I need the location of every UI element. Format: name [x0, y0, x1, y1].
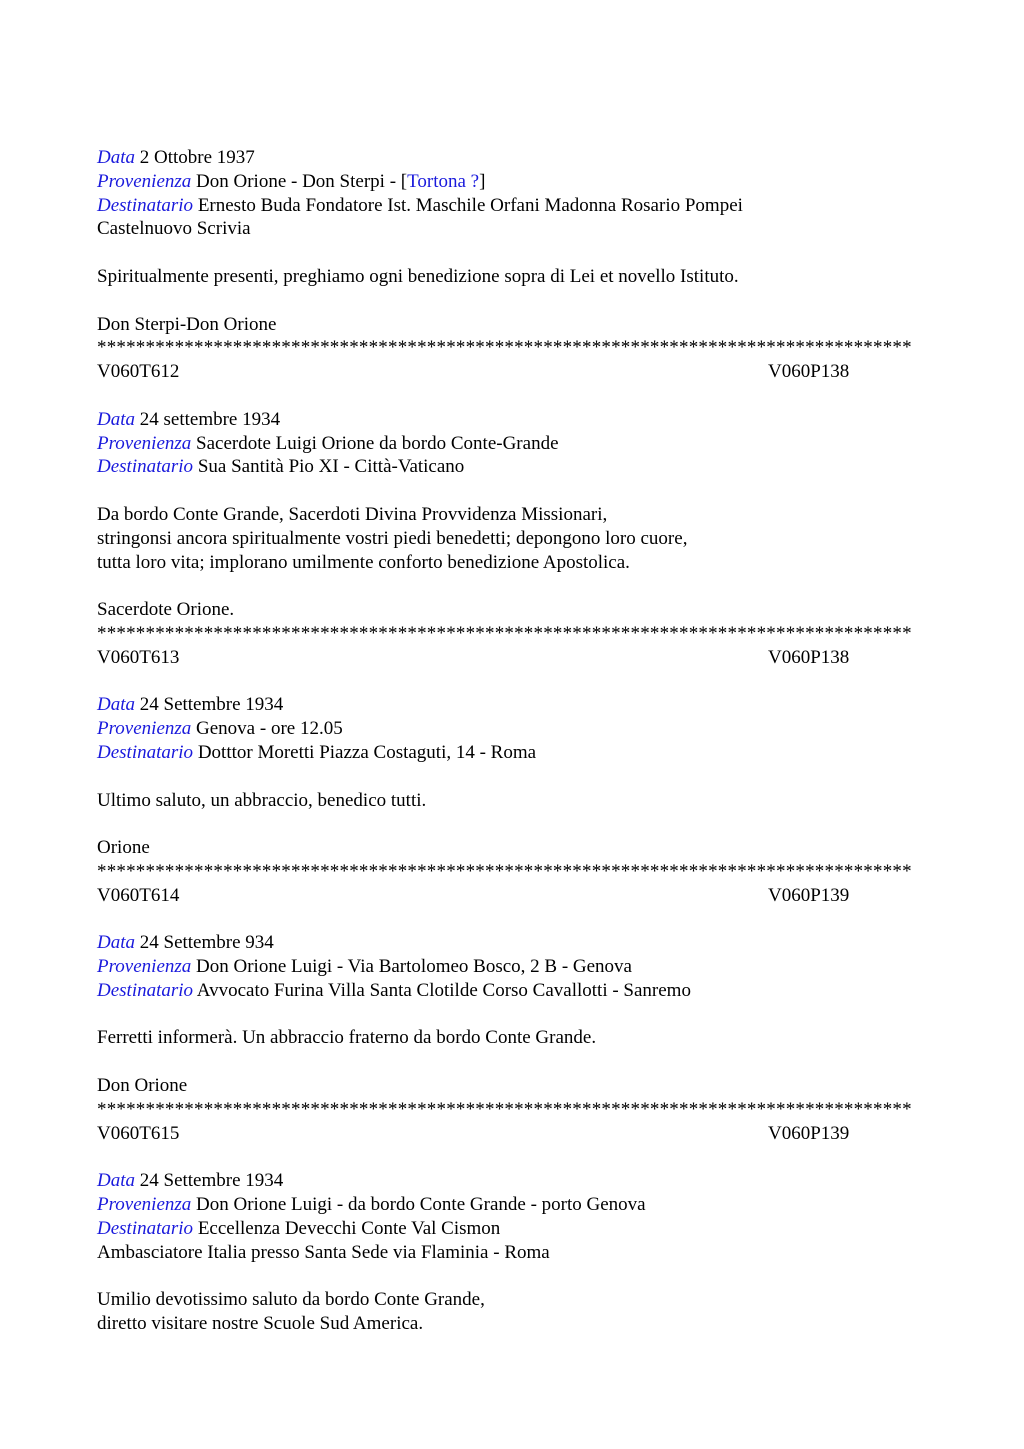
destinatario-continuation: Castelnuovo Scrivia [97, 218, 251, 240]
separator: ************************************************************************************ [97, 860, 912, 882]
separator: ************************************************************************************ [97, 1098, 912, 1120]
destinatario-label: Destinatario [97, 1217, 194, 1239]
signature: Sacerdote Orione. [97, 599, 235, 621]
destinatario-label: Destinatario [97, 194, 194, 216]
data-label: Data [97, 1170, 135, 1192]
entry-provenienza-line [97, 717, 927, 741]
message-body-line: Ferretti informerà. Un abbraccio fraterno da bordo Conte Grande. [97, 1027, 597, 1049]
data-label: Data [97, 932, 135, 954]
signature: Don Orione [97, 1075, 188, 1097]
destinatario-value: Eccellenza Devecchi Conte Val Cismon [197, 1217, 501, 1239]
page-code: V060P139 [768, 884, 850, 906]
entry-provenienza-line [97, 432, 927, 456]
entry-provenienza-line [97, 955, 927, 979]
entry-data-line [97, 693, 927, 717]
document-code: V060T612 [97, 361, 180, 383]
page-code: V060P138 [768, 646, 850, 668]
provenienza-value: Don Orione Luigi - da bordo Conte Grande - porto Genova [196, 1194, 646, 1216]
data-value: 24 Settembre 934 [139, 932, 274, 954]
provenienza-label: Provenienza [97, 718, 192, 740]
entry-destinatario-line [97, 455, 927, 479]
entry-destinatario-line [97, 741, 927, 765]
provenienza-label: Provenienza [97, 956, 192, 978]
data-value: 24 Settembre 1934 [139, 1170, 284, 1192]
data-value: 24 Settembre 1934 [139, 694, 284, 716]
message-body-line: Da bordo Conte Grande, Sacerdoti Divina Provvidenza Missionari, [97, 503, 608, 525]
entry-data-line [97, 1169, 927, 1193]
data-value: 2 Ottobre 1937 [139, 147, 255, 168]
provenienza-value: Genova - ore 12.05 [196, 718, 343, 740]
message-body-line: tutta loro vita; implorano umilmente conforto benedizione Apostolica. [97, 551, 630, 573]
entry-destinatario-line [97, 1217, 927, 1241]
entry-data-line [97, 408, 927, 432]
entry-data-line [97, 931, 927, 955]
separator: ************************************************************************************ [97, 337, 912, 359]
destinatario-value: Dotttor Moretti Piazza Costaguti, 14 - Roma [197, 741, 537, 763]
destinatario-continuation: Ambasciatore Italia presso Santa Sede via Flaminia - Roma [97, 1241, 550, 1263]
separator: ************************************************************************************ [97, 622, 912, 644]
destinatario-value: Ernesto Buda Fondatore Ist. Maschile Orfani Madonna Rosario Pompei [197, 194, 743, 216]
code-row [97, 884, 927, 908]
entry-destinatario-line [97, 979, 927, 1003]
provenienza-label: Provenienza [97, 432, 192, 454]
data-value: 24 settembre 1934 [139, 408, 281, 430]
code-row [97, 360, 927, 384]
destinatario-label: Destinatario [97, 741, 194, 763]
provenienza-value: Don Orione Luigi - Via Bartolomeo Bosco, 2 B - Genova [196, 956, 632, 978]
data-label: Data [97, 147, 135, 168]
destinatario-label: Destinatario [97, 979, 194, 1001]
entry-destinatario-line [97, 194, 927, 218]
provenienza-value-end: ] [479, 170, 486, 192]
message-body-line: diretto visitare nostre Scuole Sud America. [97, 1313, 424, 1335]
entry-provenienza-line [97, 1193, 927, 1217]
code-row [97, 1122, 927, 1146]
entry-provenienza-line [97, 170, 927, 194]
destinatario-label: Destinatario [97, 456, 194, 478]
provenienza-label: Provenienza [97, 170, 192, 192]
data-label: Data [97, 694, 135, 716]
provenienza-value: Sacerdote Luigi Orione da bordo Conte-Grande [196, 432, 559, 454]
document-code: V060T615 [97, 1122, 180, 1144]
destinatario-value: Avvocato Furina Villa Santa Clotilde Corso Cavallotti - Sanremo [196, 979, 691, 1001]
provenienza-value: Don Orione - Don Sterpi - [ [196, 170, 408, 192]
code-row [97, 646, 927, 670]
message-body-line: Umilio devotissimo saluto da bordo Conte Grande, [97, 1289, 485, 1311]
provenienza-link[interactable]: Tortona ? [407, 170, 480, 192]
entry-data-line [97, 146, 927, 170]
data-label: Data [97, 408, 135, 430]
message-body-line: stringonsi ancora spiritualmente vostri piedi benedetti; depongono loro cuore, [97, 527, 688, 549]
signature: Orione [97, 837, 150, 859]
document-code: V060T613 [97, 646, 180, 668]
page-code: V060P139 [768, 1122, 850, 1144]
provenienza-label: Provenienza [97, 1194, 192, 1216]
document-code: V060T614 [97, 884, 180, 906]
signature: Don Sterpi-Don Orione [97, 313, 277, 335]
destinatario-value: Sua Santità Pio XI - Città-Vaticano [197, 456, 465, 478]
message-body-line: Ultimo saluto, un abbraccio, benedico tutti. [97, 789, 427, 811]
page-code: V060P138 [768, 361, 850, 383]
document-page [97, 146, 927, 1336]
message-body-line: Spiritualmente presenti, preghiamo ogni benedizione sopra di Lei et novello Istituto. [97, 265, 739, 287]
